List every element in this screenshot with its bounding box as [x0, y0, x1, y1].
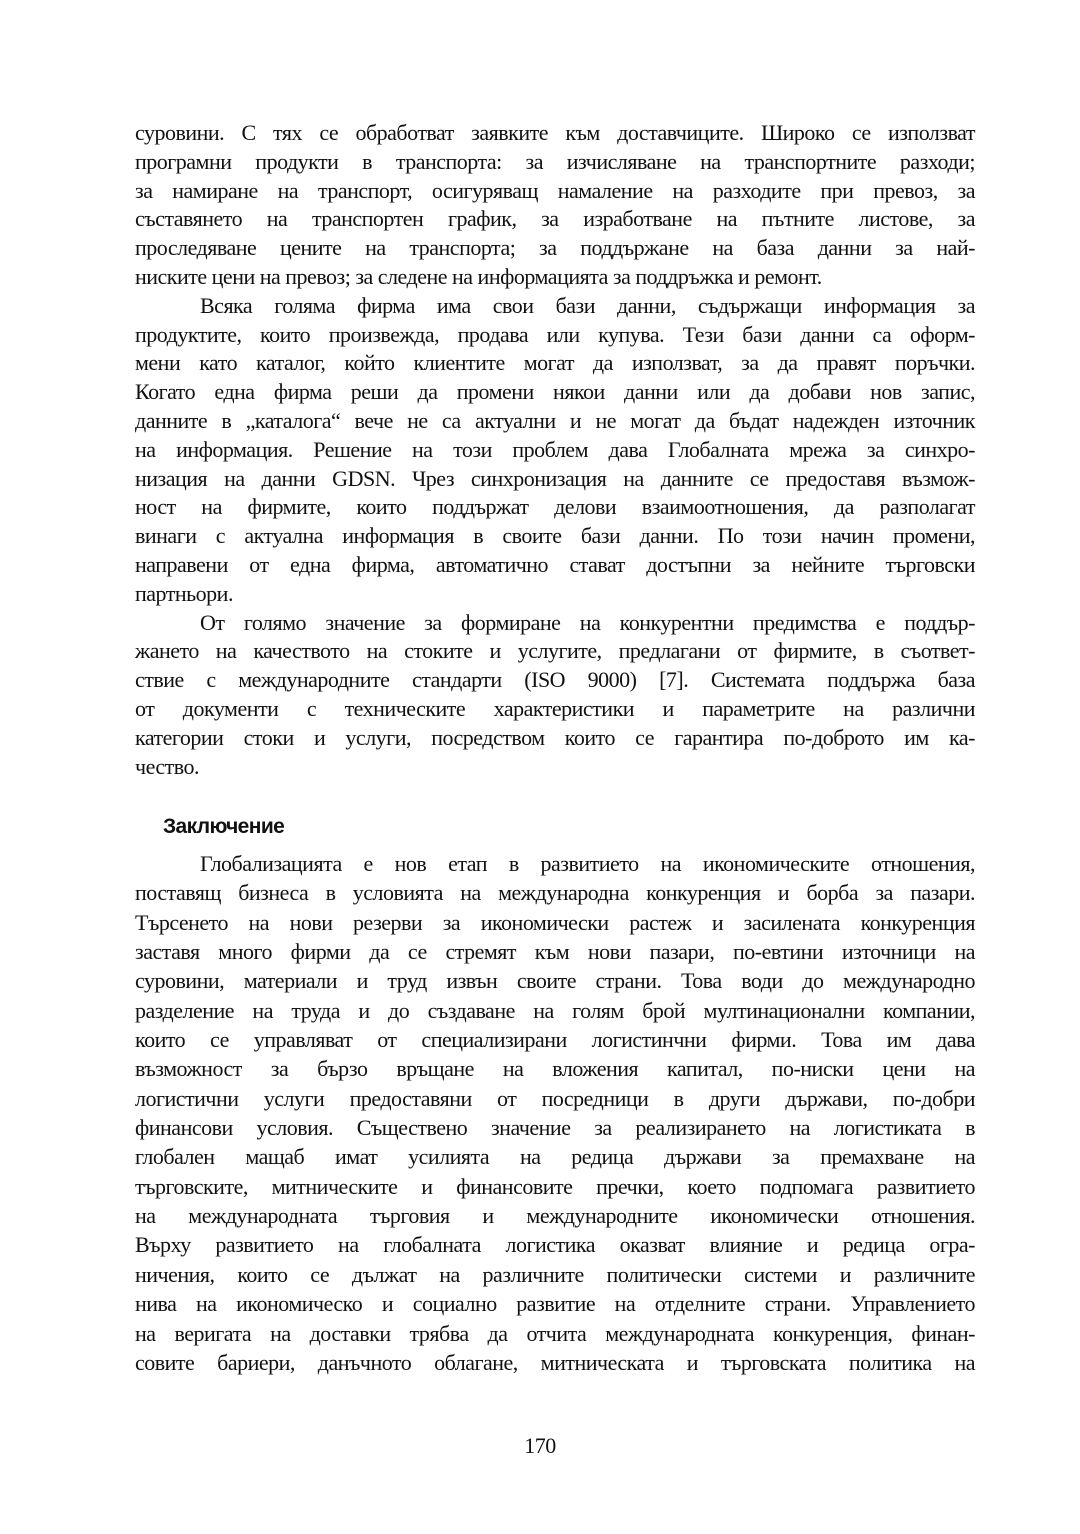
text-line — [135, 551, 975, 580]
text-line — [135, 177, 975, 206]
text-line-content: данните в „каталога“ вече не са актуални и не могат да бъдат надежден източник — [135, 407, 975, 433]
paragraph — [135, 119, 975, 292]
text-line-content: партньори. — [135, 580, 233, 606]
text-line — [135, 349, 975, 378]
text-line — [135, 666, 975, 695]
text-line-content: Когато една фирма реши да промени някои данни или да добави нов запис, — [135, 379, 975, 405]
text-line — [135, 609, 975, 638]
text-line-content: които се управляват от специализирани логистинчни фирми. Това им дава — [135, 1027, 975, 1053]
text-line-content: финансови условия. Съществено значение за реализирането на логистиката в — [135, 1115, 975, 1141]
text-line — [135, 148, 975, 177]
text-line — [135, 1260, 975, 1289]
paragraph — [135, 292, 975, 609]
text-line — [135, 321, 975, 350]
page-number: 170 — [524, 1433, 556, 1458]
text-line-content: търговските, митническите и финансовите пречки, което подпомага развитието — [135, 1173, 975, 1199]
paragraph — [135, 849, 975, 1377]
text-line — [135, 119, 975, 148]
text-line-content: Търсенето на нови резерви за икономически растеж и засилената конкуренция — [135, 909, 975, 935]
text-line — [135, 1113, 975, 1142]
text-line — [135, 937, 975, 966]
text-line — [135, 996, 975, 1025]
text-line-content: направени от една фирма, автоматично стават достъпни за нейните търговски — [135, 551, 975, 577]
text-line-content: ниските цени на превоз; за следене на информацията за поддръжка и ремонт. — [135, 263, 822, 289]
text-line — [135, 1201, 975, 1230]
text-line-content: от документи с техническите характеристики и параметрите на различни — [135, 695, 975, 721]
text-line — [135, 263, 975, 292]
text-line-content: мени като каталог, който клиентите могат да използват, за да правят поръчки. — [135, 350, 975, 376]
body-text-section-1 — [135, 119, 975, 781]
text-line — [135, 908, 975, 937]
text-line-content: логистични услуги предоставяни от посредници в други държави, по-добри — [135, 1085, 975, 1111]
text-line-content: на международната търговия и международните икономически отношения. — [135, 1203, 975, 1229]
text-line-content: на информация. Решение на този проблем дава Глобалната мрежа за синхро- — [135, 436, 975, 462]
text-line — [135, 1230, 975, 1259]
text-line-content: чество. — [135, 753, 199, 779]
text-line — [135, 1319, 975, 1348]
text-line-content: категории стоки и услуги, посредством които се гарантира по-доброто им ка- — [135, 724, 975, 750]
text-line-content: суровини, материали и труд извън своите страни. Това води до международно — [135, 968, 975, 994]
text-line — [135, 724, 975, 753]
text-line-content: заставя много фирми да се стремят към нови пазари, по-евтини източници на — [135, 939, 975, 965]
text-line-content: Глобализацията е нов етап в развитието на икономическите отношения, — [200, 851, 975, 876]
text-line-content: ствие с международните стандарти (ISO 9000) [7]. Системата поддържа база — [135, 667, 975, 693]
text-line-content: проследяване цените на транспорта; за поддържане на база данни за най- — [135, 235, 975, 261]
text-line-content: за намиране на транспорт, осигуряващ намаление на разходите при превоз, за — [135, 177, 975, 203]
paragraph — [135, 609, 975, 782]
text-line-content: нива на икономическо и социално развитие на отделните страни. Управлението — [135, 1291, 975, 1317]
text-line — [135, 695, 975, 724]
text-line — [135, 753, 975, 782]
text-line — [135, 849, 975, 878]
text-line — [135, 1084, 975, 1113]
text-line-content: Върху развитието на глобалната логистика оказват влияние и редица огра- — [135, 1232, 975, 1258]
body-text-section-2 — [135, 849, 975, 1377]
text-line — [135, 378, 975, 407]
text-line — [135, 522, 975, 551]
text-line-content: глобален мащаб имат усилията на редица държави за премахване на — [135, 1144, 975, 1170]
text-line — [135, 637, 975, 666]
text-line — [135, 1142, 975, 1171]
text-line — [135, 1025, 975, 1054]
text-line — [135, 407, 975, 436]
text-line — [135, 1289, 975, 1318]
text-line-content: програмни продукти в транспорта: за изчисляване на транспортните разходи; — [135, 148, 975, 174]
text-line-content: Всяка голяма фирма има свои бази данни, съдържащи информация за — [200, 292, 975, 318]
text-line-content: низация на данни GDSN. Чрез синхронизация на данните се предоставя възмож- — [135, 465, 975, 491]
text-line-content: суровини. С тях се обработват заявките към доставчиците. Широко се използват — [135, 120, 975, 145]
text-line — [135, 205, 975, 234]
text-line-content: От голямо значение за формиране на конкурентни предимства е поддър- — [200, 609, 975, 635]
text-line — [135, 966, 975, 995]
text-line — [135, 465, 975, 494]
text-line — [135, 580, 975, 609]
text-line — [135, 878, 975, 907]
text-line — [135, 1348, 975, 1377]
text-line — [135, 234, 975, 263]
text-line — [135, 292, 975, 321]
text-line-content: на веригата на доставки трябва да отчита международната конкуренция, финан- — [135, 1320, 975, 1346]
text-line-content: ничения, които се дължат на различните политически системи и различните — [135, 1261, 975, 1287]
text-line-content: совите бариери, данъчното облагане, митническата и търговската политика на — [135, 1349, 975, 1375]
text-line-content: поставящ бизнеса в условията на международна конкуренция и борба за пазари. — [135, 880, 975, 906]
text-line-content: разделение на труда и до създаване на голям брой мултинационални компании, — [135, 997, 975, 1023]
text-line — [135, 493, 975, 522]
text-line-content: съставянето на транспортен график, за изработване на пътните листове, за — [135, 206, 975, 232]
text-line-content: винаги с актуална информация в своите бази данни. По този начин промени, — [135, 523, 975, 549]
text-line — [135, 436, 975, 465]
text-line-content: ност на фирмите, които поддържат делови взаимоотношения, да разполагат — [135, 494, 975, 520]
text-line-content: продуктите, които произвежда, продава или купува. Тези бази данни са оформ- — [135, 321, 975, 347]
section-heading-conclusion: Заключение — [163, 815, 285, 838]
text-line — [135, 1054, 975, 1083]
text-line — [135, 1172, 975, 1201]
text-line-content: жането на качеството на стоките и услугите, предлагани от фирмите, в съответ- — [135, 638, 975, 664]
text-line-content: възможност за бързо връщане на вложения капитал, по-ниски цени на — [135, 1056, 975, 1082]
